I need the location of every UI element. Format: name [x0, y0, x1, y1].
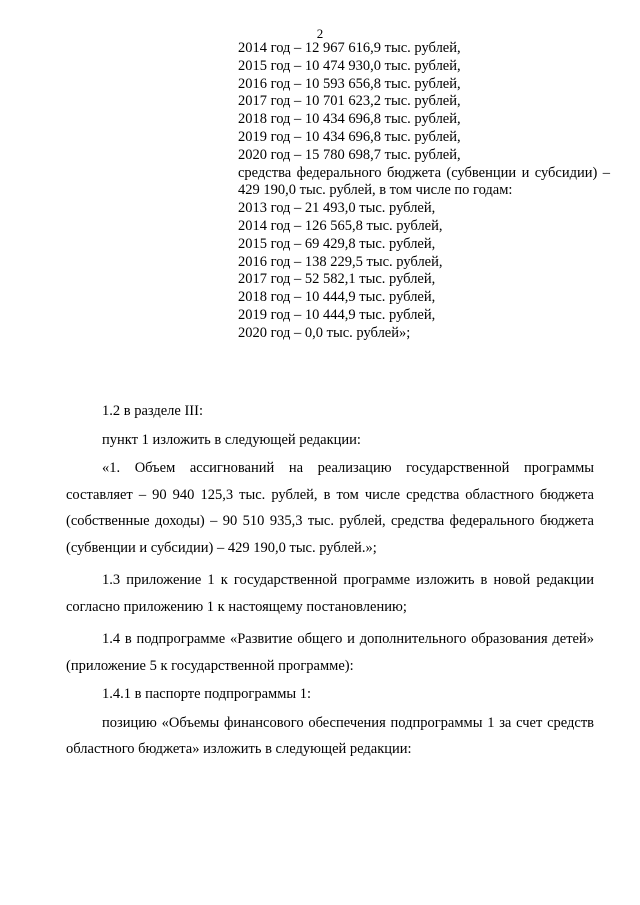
section-reference: 1.2 в разделе III: — [102, 403, 203, 419]
funding-line-2016: 2016 год – 10 593 656,8 тыс. рублей, — [238, 75, 461, 92]
page-number: 2 — [316, 26, 324, 41]
point-intro: пункт 1 изложить в следующей редакции: — [102, 431, 361, 448]
federal-line-2013: 2013 год – 21 493,0 тыс. рублей, — [238, 200, 436, 217]
federal-line-2016: 2016 год – 138 229,5 тыс. рублей, — [238, 253, 443, 270]
funding-line-2020: 2020 год – 15 780 698,7 тыс. рублей, — [238, 146, 461, 163]
funding-continuation-block — [238, 40, 610, 343]
position-text: позицию «Объемы финансового обеспечения подпрограммы 1 за счет средств областного бюджета» изложить в следующей редакции: — [66, 714, 594, 757]
funding-line-2015: 2015 год – 10 474 930,0 тыс. рублей, — [238, 57, 461, 74]
funding-line-2019: 2019 год – 10 434 696,8 тыс. рублей, — [238, 128, 461, 145]
funding-line-2014: 2014 год – 12 967 616,9 тыс. рублей, — [238, 40, 461, 56]
federal-line-2014: 2014 год – 126 565,8 тыс. рублей, — [238, 217, 443, 234]
federal-line-2017: 2017 год – 52 582,1 тыс. рублей, — [238, 271, 436, 288]
funding-line-2017: 2017 год – 10 701 623,2 тыс. рублей, — [238, 93, 461, 110]
federal-line-2018: 2018 год – 10 444,9 тыс. рублей, — [238, 289, 436, 306]
federal-line-2020: 2020 год – 0,0 тыс. рублей»; — [238, 324, 411, 341]
document-body — [66, 398, 594, 763]
funding-line-2018: 2018 год – 10 434 696,8 тыс. рублей, — [238, 111, 461, 128]
item-1-4-1: 1.4.1 в паспорте подпрограммы 1: — [102, 686, 312, 702]
quoted-amendment: «1. Объем ассигнований на реализацию государственной программы составляет – 90 940 125,3 тыс. рублей, в том числе средства областного бюджета (собственные доходы) – 90 510 935,3 тыс. рублей, средства федерального бюджета (субвенции и субсидии) – 429 190,0 тыс. рублей.»; — [66, 460, 594, 556]
item-1-3: 1.3 приложение 1 к государственной программе изложить в новой редакции согласно приложению 1 к настоящему постановлению; — [66, 572, 594, 615]
federal-budget-intro: средства федерального бюджета (субвенции и субсидии) – 429 190,0 тыс. рублей, в том числе по годам: — [238, 164, 610, 199]
federal-line-2019: 2019 год – 10 444,9 тыс. рублей, — [238, 306, 436, 323]
federal-line-2015: 2015 год – 69 429,8 тыс. рублей, — [238, 235, 436, 252]
item-1-4: 1.4 в подпрограмме «Развитие общего и дополнительного образования детей» (приложение 5 к государственной программе): — [66, 631, 594, 674]
